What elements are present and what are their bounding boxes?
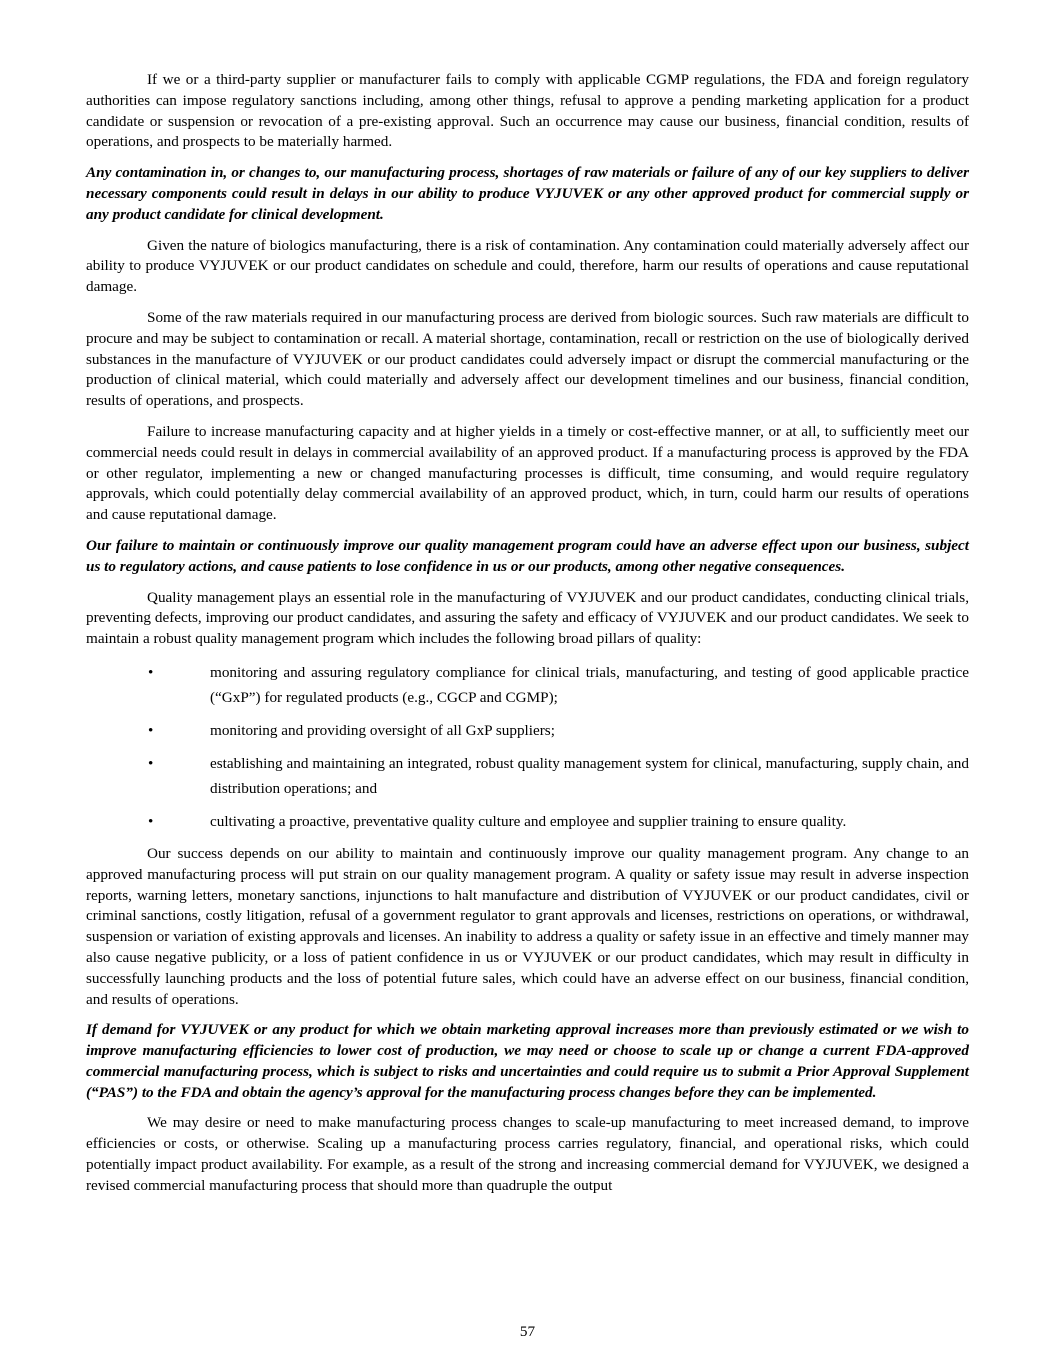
page-number: 57 [519, 1323, 536, 1340]
bullet-icon: • [148, 663, 154, 681]
list-item-text: monitoring and assuring regulatory compliance for clinical trials, manufacturing, and testing of good applicable practice (“GxP”) for regulated products (e.g., CGCP and CGMP); [210, 663, 969, 706]
list-item-text: cultivating a proactive, preventative quality culture and employee and supplier training to ensure quality. [210, 812, 847, 830]
paragraph-quality-management-role: Quality management plays an essential role in the manufacturing of VYJUVEK and our product candidates, conducting clinical trials, preventing defects, improving our product candidates, and assuring the safety and efficacy of VYJUVEK and our product candidates. We seek to maintain a robust quality management program which includes the following broad pillars of quality: [86, 588, 969, 648]
list-item-text: monitoring and providing oversight of all GxP suppliers; [210, 721, 555, 739]
paragraph-quality-success: Our success depends on our ability to maintain and continuously improve our quality management program. Any change to an approved manufacturing process will put strain on our quality management program. A quality or safety issue may result in adverse inspection reports, warning letters, monetary sanctions, injunctions to halt manufacture and distribution of VYJUVEK or our product candidates, civil or criminal sanctions, costly litigation, refusal of a government regulator to grant approvals and licenses, restrictions on operations, or withdrawal, suspension or variation of existing approvals and licenses. An inability to address a quality or safety issue in an effective and timely manner may also cause negative publicity, or a loss of patient confidence in us or VYJUVEK or our product candidates, which may result in difficulty in successfully launching products and the loss of potential future sales, which could have an adverse effect on our business, financial condition, and results of operations. [86, 844, 969, 1008]
bullet-icon: • [148, 721, 154, 739]
quality-pillars-list [86, 660, 969, 834]
paragraph-contamination-risk: Given the nature of biologics manufacturing, there is a risk of contamination. Any contamination could materially adversely affect our ability to produce VYJUVEK or our product candidates on schedule and could, therefore, harm our results of operations and cause reputational damage. [86, 236, 969, 296]
paragraph-process-changes: We may desire or need to make manufacturing process changes to scale-up manufacturing to meet increased demand, to improve efficiencies or costs, or otherwise. Scaling up a manufacturing process carries regulatory, financial, and operational risks, which could potentially impact product availability. For example, as a result of the strong and increasing commercial demand for VYJUVEK, we designed a revised commercial manufacturing process that should more than quadruple the output [86, 1114, 969, 1194]
document-page [86, 70, 969, 1207]
paragraph-manufacturing-capacity: Failure to increase manufacturing capacity and at higher yields in a timely or cost-effective manner, or at all, to sufficiently meet our commercial needs could result in delays in commercial availability of an approved product. If a manufacturing process is approved by the FDA or other regulator, implementing a new or changed manufacturing processes is difficult, time consuming, and would require regulatory approvals, which could potentially delay commercial availability of an approved product, which, in turn, could harm our results of operations and cause reputational damage. [86, 422, 969, 524]
list-item-text: establishing and maintaining an integrated, robust quality management system for clinical, manufacturing, supply chain, and distribution operations; and [210, 754, 969, 797]
list-item [86, 660, 969, 710]
paragraph-raw-materials: Some of the raw materials required in our manufacturing process are derived from biologic sources. Such raw materials are difficult to procure and may be subject to contamination or recall. A material shortage, contamination, recall or restriction on the use of biologically derived substances in the manufacture of VYJUVEK or our product candidates could adversely impact or disrupt the commercial manufacturing or the production of clinical material, which could materially and adversely affect our development timelines and our business, financial condition, results of operations, and prospects. [86, 308, 969, 410]
list-item [86, 751, 969, 801]
bullet-icon: • [148, 812, 154, 830]
paragraph-cgmp-compliance: If we or a third-party supplier or manufacturer fails to comply with applicable CGMP regulations, the FDA and foreign regulatory authorities can impose regulatory sanctions including, among other things, refusal to approve a pending marketing application for a product candidate or suspension or revocation of a pre-existing approval. Such an occurrence may cause our business, financial condition, results of operations, and prospects to be materially harmed. [86, 71, 969, 151]
risk-heading-quality-management: Our failure to maintain or continuously improve our quality management program could have an adverse effect upon our business, subject us to regulatory actions, and cause patients to lose confidence in us or our products, among other negative consequences. [86, 536, 969, 575]
list-item [86, 809, 969, 834]
bullet-icon: • [148, 754, 154, 772]
risk-heading-contamination: Any contamination in, or changes to, our manufacturing process, shortages of raw materials or failure of any of our key suppliers to deliver necessary components could result in delays in our ability to produce VYJUVEK or any other approved product for commercial supply or any product candidate for clinical development. [86, 164, 969, 223]
list-item [86, 718, 969, 743]
risk-heading-scale-up: If demand for VYJUVEK or any product for which we obtain marketing approval increases more than previously estimated or we wish to improve manufacturing efficiencies to lower cost of production, we may need or choose to scale up or change a current FDA-approved commercial manufacturing process, which is subject to risks and uncertainties and could require us to submit a Prior Approval Supplement (“PAS”) to the FDA and obtain the agency’s approval for the manufacturing process changes before they can be implemented. [86, 1021, 969, 1101]
